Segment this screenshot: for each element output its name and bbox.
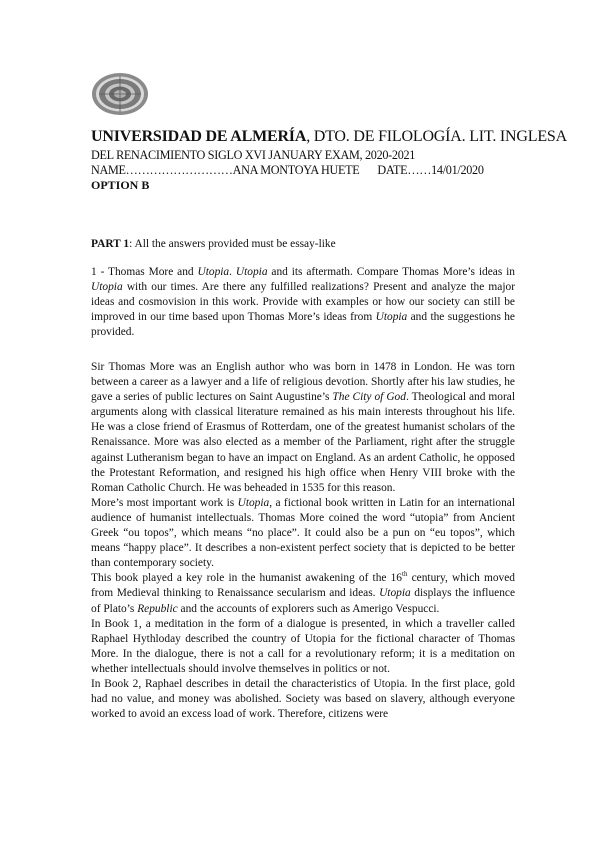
answer-text-part: This book played a key role in the humanist awakening of the 16: [91, 572, 402, 585]
answer-text-part: Sir Thomas More was an English author who was born in 1478 in London. He was torn between a career as a lawyer and a life of religious devotion. Shortly after his law studies, he gave a series of public lectures on Saint Augustine’s: [91, 361, 515, 404]
answer-text-part: century, which moved from Medieval thinking to Renaissance secularism and ideas.: [91, 572, 515, 600]
answer-paragraph-3: [91, 571, 515, 616]
answer-paragraph-5: In Book 2, Raphael describes in detail the characteristics of Utopia. In the first place, gold had no value, and money was abolished. Society was based on slavery, although everyone worked to avoid an excess load of work. Therefore, citizens were: [91, 677, 515, 721]
name-label: NAME………………………: [91, 163, 233, 177]
part-instruction: : All the answers provided must be essay-like: [129, 238, 336, 250]
answer-paragraph-1: [91, 360, 515, 496]
part-heading: [91, 237, 515, 252]
answer-text: [91, 360, 515, 722]
option-label: OPTION B: [91, 178, 150, 192]
answer-text-part: More’s most important work is: [91, 496, 238, 509]
question-sep: .: [229, 266, 236, 278]
exam-header-line-2: DEL RENACIMIENTO SIGLO XVI JANUARY EXAM, 2020-2021: [91, 148, 416, 162]
work-title: Utopia: [379, 587, 411, 600]
answer-paragraph-2: [91, 496, 515, 571]
answer-text-part: . Theological and moral arguments along with classical literature remained as his main interests throughout his life. He was a close friend of Erasmus of Rotterdam, one of the greatest humanist scholars of the Renaissance. More was also elected as a member of the Parliament, right after the struggle against Lutheranism began to have an impact on England. As an ardent Catholic, he opposed the Protestant Reformation, and resigned his high office when Henry VIII broke with the Roman Catholic Church. He was beheaded in 1535 for this reason.: [91, 391, 515, 494]
department-name: , DTO. DE FILOLOGÍA. LIT. INGLESA: [306, 128, 567, 145]
question-text-part: with our times. Are there any fulfilled realizations? Present and analyze the major ideas and cosmovision in this work. Provide with examples or how our society can still be improved in our time based upon Thomas More’s ideas from: [91, 281, 515, 324]
question-text-part: and the suggestions he provided.: [91, 311, 515, 339]
answer-text-part: displays the influence of Plato’s: [91, 587, 516, 615]
answer-text-part: , a fictional book written in Latin for an international audience of humanist intellectuals. Thomas More coined the word “utopia” from Ancient Greek “ou topos”, which means “no place”. It could also be a pun on “eu topos”, which means “happy place”. It describes a non-existent perfect society that is depicted to be better than contemporary society.: [91, 496, 515, 570]
work-title: The City of God: [332, 391, 406, 404]
exam-date: 14/01/2020: [431, 163, 484, 177]
work-title: Utopia: [237, 496, 270, 509]
answer-paragraph-4: In Book 1, a meditation in the form of a dialogue is presented, in which a traveller called Raphael Hythloday described the country of Utopia for the fictional character of Thomas More. In the dialogue, there is not a call for a revolutionary reform; it is a meditation on whether intellectuals should involve themselves in politics or not.: [91, 617, 515, 675]
work-title: Utopia: [197, 266, 230, 278]
answer-text-part: and the accounts of explorers such as Amerigo Vespucci.: [177, 602, 440, 615]
student-name: ANA MONTOYA HUETE: [232, 163, 360, 177]
work-title: Utopia: [375, 311, 408, 324]
university-name: UNIVERSIDAD DE ALMERÍA: [91, 128, 307, 145]
work-title: Utopia: [91, 281, 123, 294]
date-label: DATE……: [377, 163, 432, 177]
question-text-part: and its aftermath. Compare Thomas More’s ideas in: [267, 266, 515, 278]
ordinal-suffix: th: [402, 570, 408, 579]
work-title: Utopia: [235, 266, 268, 278]
exam-header-line-1: [91, 128, 567, 146]
work-title: Republic: [137, 602, 178, 615]
part-label: PART 1: [91, 238, 130, 250]
student-info-line: [91, 163, 531, 178]
university-seal-icon: [91, 72, 149, 116]
question-prefix: 1 - Thomas More and: [91, 266, 198, 278]
question-text: [91, 265, 515, 340]
